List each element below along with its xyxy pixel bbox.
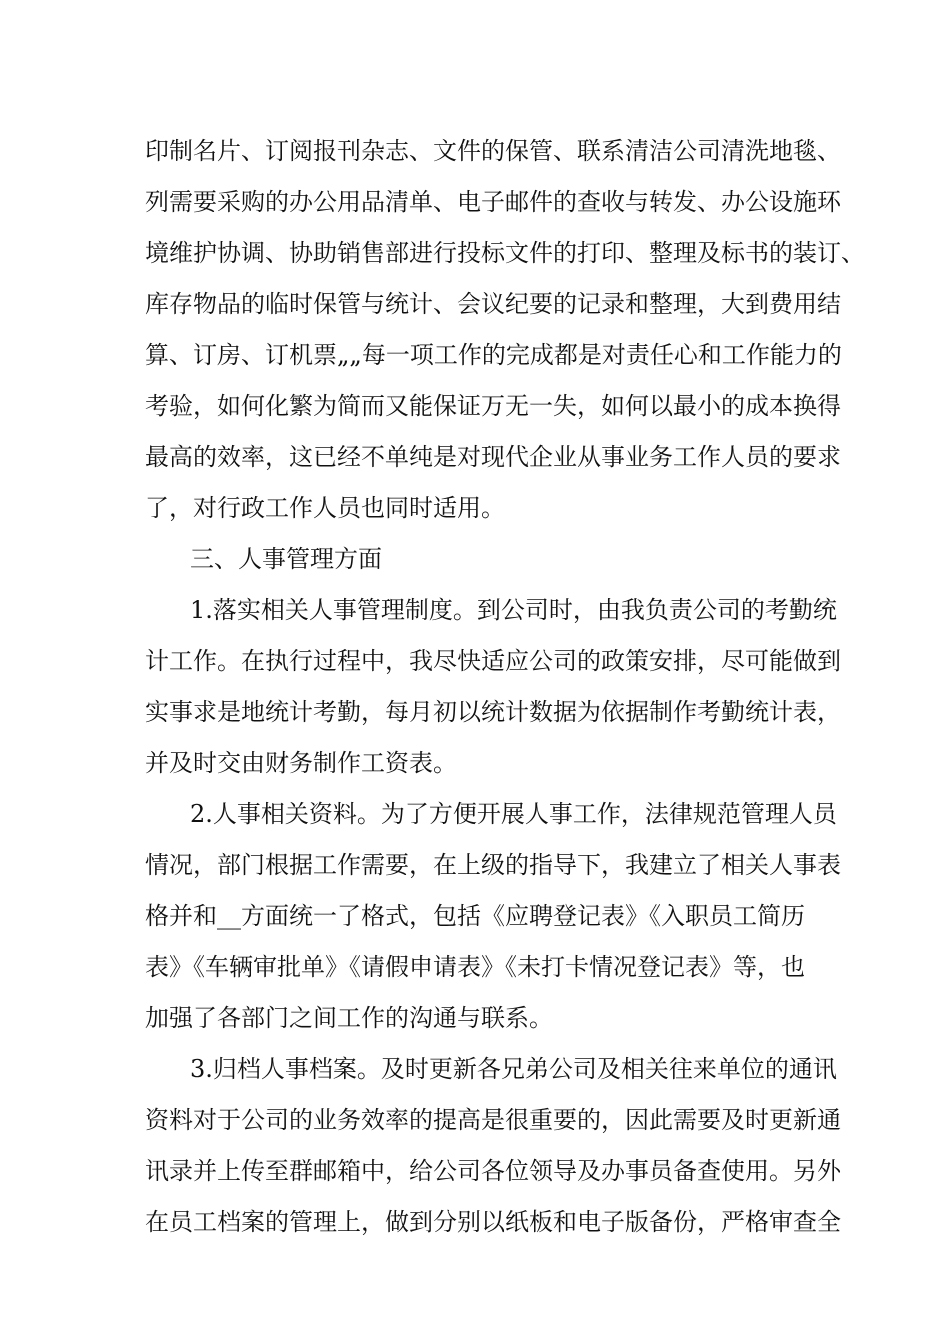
text-line: 格并和__方面统一了格式，包括《应聘登记表》《入职员工简历 — [145, 902, 805, 930]
text-line: 资料对于公司的业务效率的提高是很重要的，因此需要及时更新通 — [145, 1106, 841, 1134]
text-line: 情况，部门根据工作需要，在上级的指导下，我建立了相关人事表 — [145, 851, 841, 879]
text-line: 最高的效率，这已经不单纯是对现代企业从事业务工作人员的要求 — [145, 443, 841, 471]
text-line: 计工作。在执行过程中，我尽快适应公司的政策安排，尽可能做到 — [145, 647, 841, 675]
text-line: 印制名片、订阅报刊杂志、文件的保管、联系清洁公司清洗地毯、 — [145, 137, 841, 165]
paragraph-first-line: 1.落实相关人事管理制度。到公司时，由我负责公司的考勤统 — [190, 596, 837, 624]
text-line: 库存物品的临时保管与统计、会议纪要的记录和整理，大到费用结 — [145, 290, 841, 318]
text-line: 表》《车辆审批单》《请假申请表》《未打卡情况登记表》等，也 — [145, 953, 805, 981]
text-line: 境维护协调、协助销售部进行投标文件的打印、整理及标书的装订、 — [145, 239, 865, 267]
text-line: 在员工档案的管理上，做到分别以纸板和电子版备份，严格审查全 — [145, 1208, 841, 1236]
text-line: 考验，如何化繁为简而又能保证万无一失，如何以最小的成本换得 — [145, 392, 841, 420]
text-line: 实事求是地统计考勤，每月初以统计数据为依据制作考勤统计表， — [145, 698, 841, 726]
text-line: 了，对行政工作人员也同时适用。 — [145, 494, 505, 522]
text-line: 列需要采购的办公用品清单、电子邮件的查收与转发、办公设施环 — [145, 188, 841, 216]
text-line: 加强了各部门之间工作的沟通与联系。 — [145, 1004, 553, 1032]
text-line: 算、订房、订机票„„每一项工作的完成都是对责任心和工作能力的 — [145, 341, 842, 369]
paragraph-first-line: 3.归档人事档案。及时更新各兄弟公司及相关往来单位的通讯 — [190, 1055, 837, 1083]
text-line: 并及时交由财务制作工资表。 — [145, 749, 457, 777]
section-heading: 三、人事管理方面 — [190, 545, 382, 573]
paragraph-first-line: 2.人事相关资料。为了方便开展人事工作，法律规范管理人员 — [190, 800, 837, 828]
text-line: 讯录并上传至群邮箱中，给公司各位领导及办事员备查使用。另外 — [145, 1157, 841, 1185]
